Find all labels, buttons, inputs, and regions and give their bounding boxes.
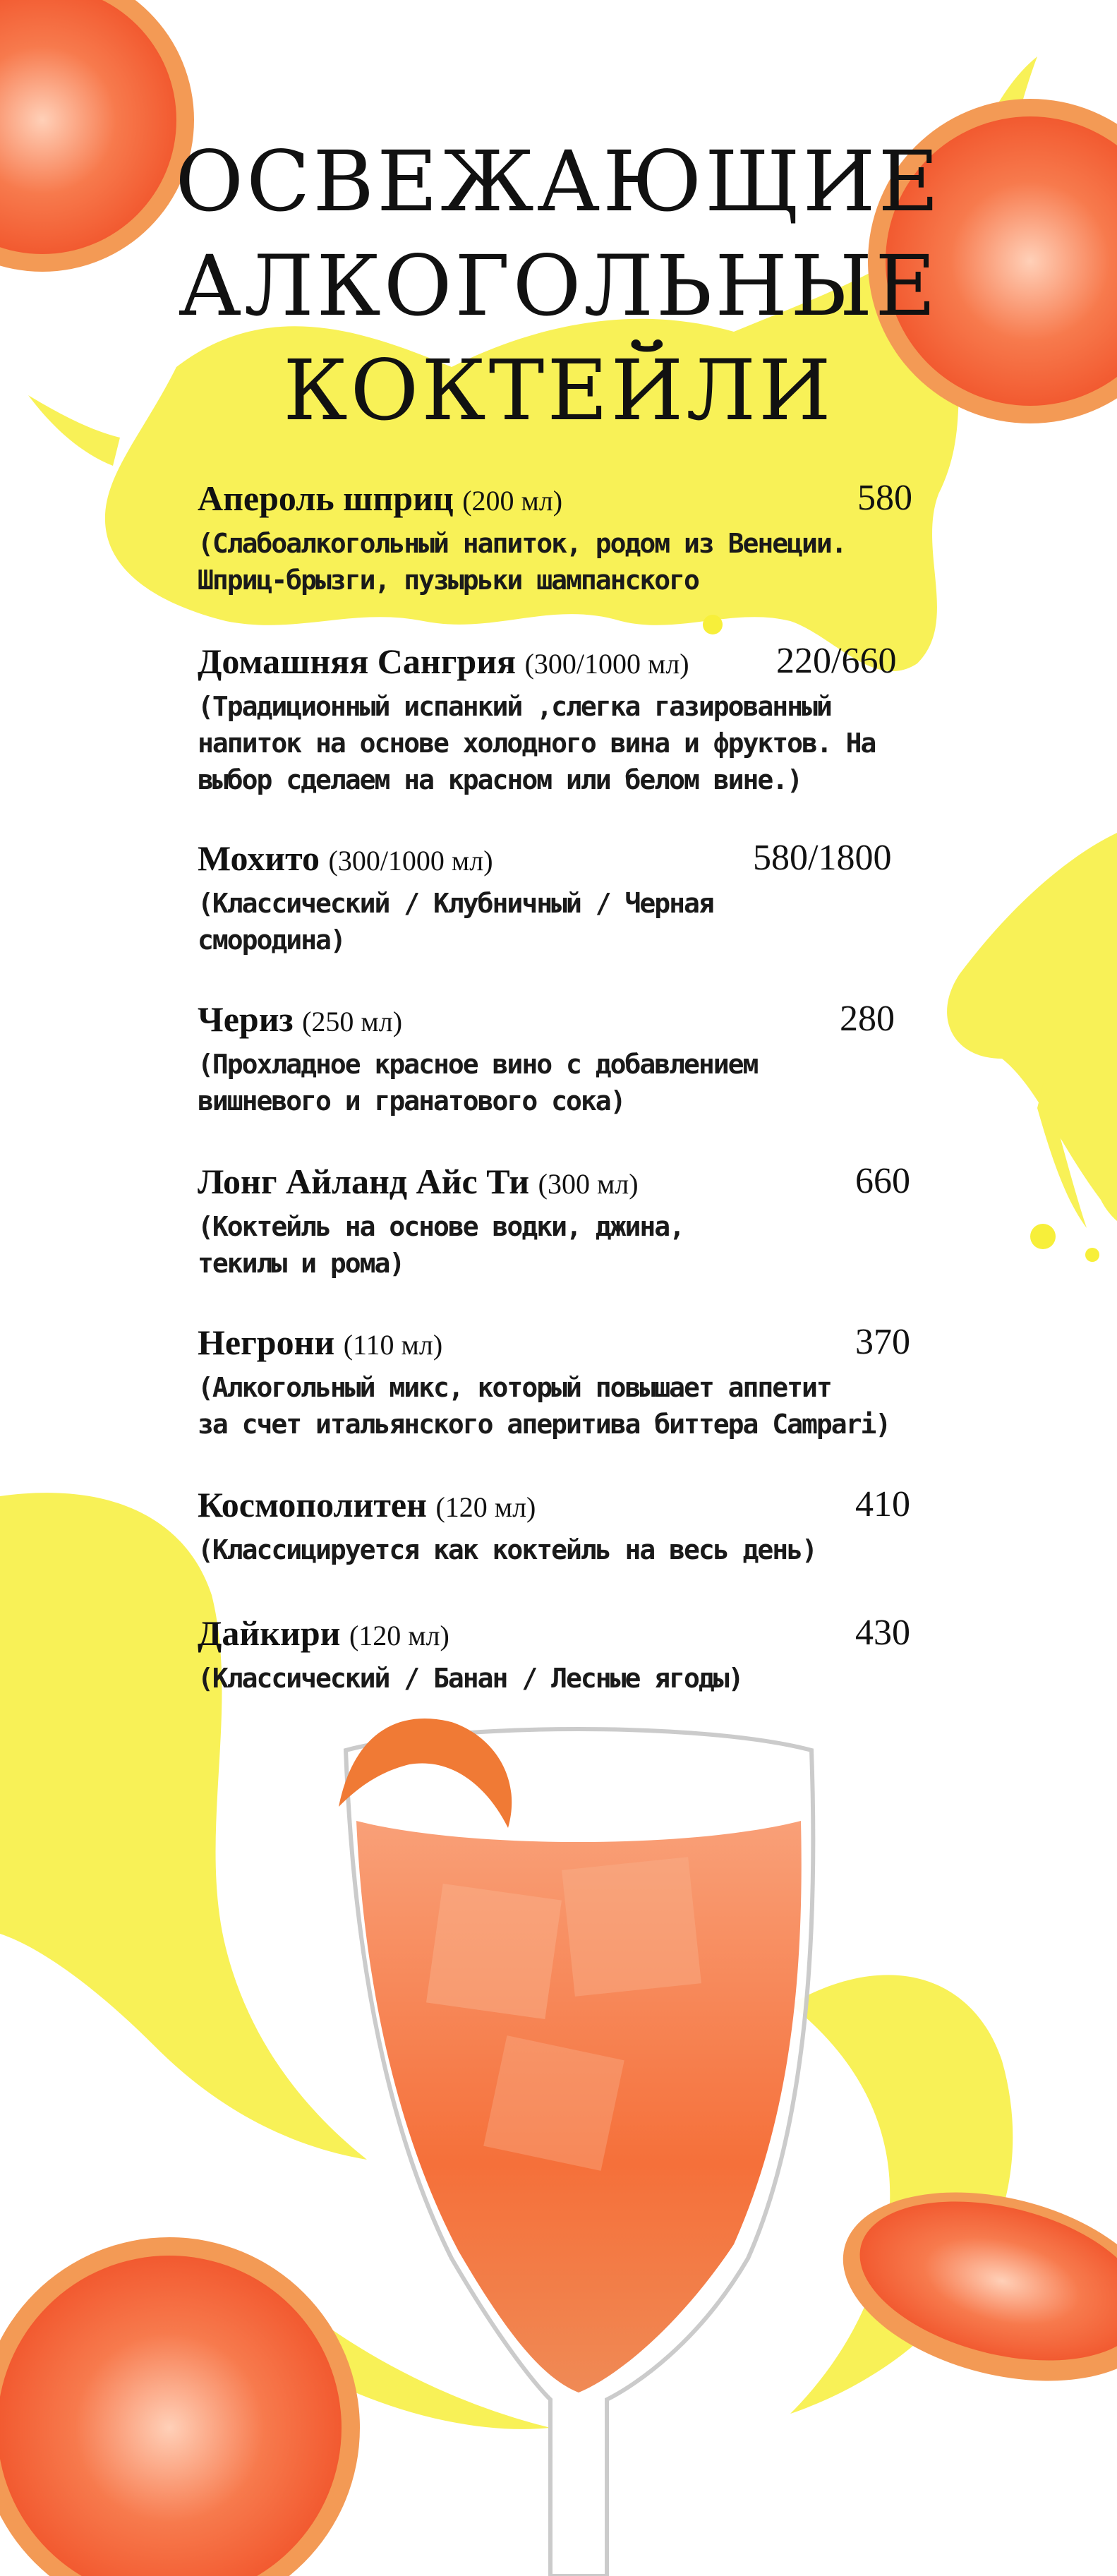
menu-item (198, 834, 917, 958)
item-name: Чериз (250 мл) (198, 999, 403, 1039)
item-name: Домашняя Сангрия (300/1000 мл) (198, 642, 689, 681)
item-volume: (250 мл) (302, 1006, 403, 1037)
item-volume: (300/1000 мл) (524, 648, 689, 680)
item-description: (Прохладное красное вино с добавлением вишневого и гранатового сока) (198, 1049, 758, 1117)
juice-drop (1085, 1248, 1099, 1262)
item-price: 220/660 (776, 641, 897, 681)
item-volume: (300/1000 мл) (328, 845, 493, 877)
grapefruit-slice-bottom-left (0, 2237, 360, 2576)
item-price: 430 (855, 1613, 910, 1653)
item-description: (Классический / Клубничный / Черная смородина) (198, 888, 713, 956)
item-name: Дайкири (120 мл) (198, 1613, 449, 1653)
juice-splash-right (947, 833, 1117, 1228)
menu-item (198, 474, 917, 598)
item-name: Космополитен (120 мл) (198, 1485, 536, 1524)
juice-drop (1030, 1224, 1056, 1249)
item-name: Лонг Айланд Айс Ти (300 мл) (198, 1162, 639, 1201)
item-volume: (120 мл) (435, 1491, 536, 1523)
item-name: Апероль шприц (200 мл) (198, 479, 563, 518)
menu-item (198, 1157, 917, 1282)
menu-item (198, 1609, 917, 1697)
title-line-2: АЛКОГОЛЬНЫЕ (178, 237, 939, 335)
juice-drop (703, 615, 723, 634)
item-name: Мохито (300/1000 мл) (198, 838, 493, 878)
item-name: Негрони (110 мл) (198, 1323, 443, 1362)
item-price: 280 (840, 999, 895, 1039)
item-description: (Традиционный испанкий ,слегка газированный напиток на основе холодного вина и фруктов. На выбор сделаем на красном или белом вине.) (198, 691, 876, 795)
item-price: 660 (855, 1161, 910, 1201)
item-price: 410 (855, 1484, 910, 1524)
item-price: 580 (857, 478, 912, 518)
item-description: (Алкогольный микс, который повышает аппетит за счет итальянского аперитива биттера Campari) (198, 1372, 890, 1440)
item-description: (Классицируется как коктейль на весь день) (198, 1534, 816, 1565)
title-line-3: КОКТЕЙЛИ (283, 342, 834, 439)
menu-item (198, 1481, 917, 1568)
item-price: 580/1800 (753, 838, 892, 878)
menu-item (198, 637, 917, 798)
item-description: (Коктейль на основе водки, джина, текилы и рома) (198, 1211, 684, 1279)
item-volume: (300 мл) (538, 1168, 639, 1200)
item-volume: (110 мл) (343, 1329, 443, 1361)
cocktail-glass-illustration (339, 1719, 813, 2576)
menu-item (198, 995, 917, 1119)
item-description: (Слабоалкогольный напиток, родом из Венеции. Шприц-брызги, пузырьки шампанского (198, 528, 846, 596)
item-volume: (200 мл) (462, 485, 563, 517)
title-line-1: ОСВЕЖАЮЩИЕ (175, 133, 942, 230)
menu-item (198, 1318, 917, 1443)
item-volume: (120 мл) (349, 1620, 449, 1651)
item-description: (Классический / Банан / Лесные ягоды) (198, 1663, 743, 1694)
item-price: 370 (855, 1322, 910, 1362)
